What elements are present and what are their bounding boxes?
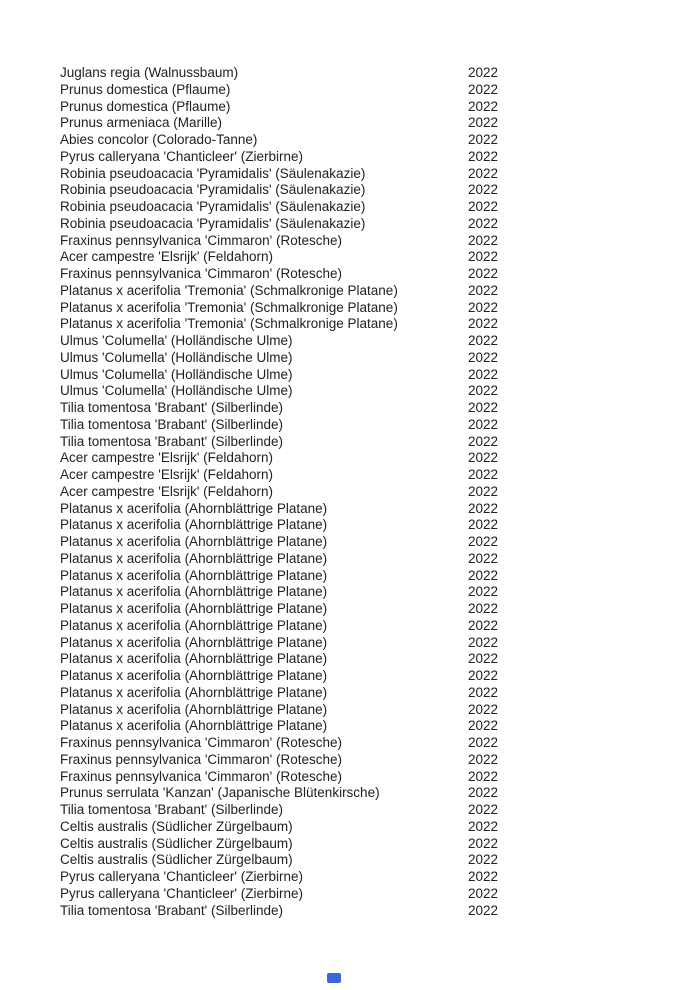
species-name: Prunus armeniaca (Marille) (60, 115, 223, 131)
year-value: 2022 (468, 768, 499, 784)
species-name: Pyrus calleryana 'Chanticleer' (Zierbirne) (60, 869, 303, 884)
year-value: 2022 (468, 115, 499, 131)
list-item (0, 316, 700, 333)
list-item (0, 903, 700, 920)
list-item (0, 635, 700, 652)
species-name: Acer campestre 'Elsrijk' (Feldahorn) (60, 483, 273, 499)
year-value: 2022 (468, 785, 499, 801)
list-item (0, 132, 700, 149)
year-value: 2022 (468, 601, 499, 616)
list-item (0, 685, 700, 702)
list-item (0, 350, 700, 367)
year-value: 2022 (468, 81, 499, 97)
tree-species-list (0, 65, 700, 919)
year-value: 2022 (468, 701, 499, 717)
list-item (0, 785, 700, 802)
species-name: Fraxinus pennsylvanica 'Cimmaron' (Rotesche) (60, 232, 343, 248)
species-name: Pyrus calleryana 'Chanticleer' (Zierbirne) (60, 148, 303, 164)
species-name: Prunus domestica (Pflaume) (60, 98, 231, 114)
list-item (0, 769, 700, 786)
species-name: Celtis australis (Südlicher Zürgelbaum) (60, 835, 293, 851)
year-value: 2022 (468, 366, 499, 382)
species-name: Platanus x acerifolia (Ahornblättrige Platane) (60, 567, 328, 583)
list-item (0, 802, 700, 819)
year-value: 2022 (468, 550, 499, 566)
list-item (0, 300, 700, 317)
list-item (0, 651, 700, 668)
species-name: Platanus x acerifolia 'Tremonia' (Schmalkronige Platane) (60, 316, 398, 332)
page-bottom-marker (327, 973, 341, 983)
species-name: Acer campestre 'Elsrijk' (Feldahorn) (60, 450, 273, 466)
year-value: 2022 (468, 818, 499, 834)
list-item (0, 65, 700, 82)
list-item (0, 852, 700, 869)
year-value: 2022 (468, 215, 499, 231)
list-item (0, 501, 700, 518)
list-item (0, 166, 700, 183)
list-item (0, 333, 700, 350)
list-item (0, 517, 700, 534)
list-item (0, 199, 700, 216)
year-value: 2022 (468, 735, 499, 750)
species-name: Platanus x acerifolia (Ahornblättrige Platane) (60, 500, 328, 516)
species-name: Fraxinus pennsylvanica 'Cimmaron' (Rotesche) (60, 735, 343, 750)
species-name: Platanus x acerifolia (Ahornblättrige Platane) (60, 701, 328, 717)
species-name: Platanus x acerifolia (Ahornblättrige Platane) (60, 718, 328, 734)
year-value: 2022 (468, 199, 499, 214)
list-item (0, 735, 700, 752)
list-item (0, 233, 700, 250)
species-name: Prunus domestica (Pflaume) (60, 81, 231, 97)
list-item (0, 484, 700, 501)
list-item (0, 869, 700, 886)
species-name: Platanus x acerifolia (Ahornblättrige Platane) (60, 617, 328, 633)
year-value: 2022 (468, 416, 499, 432)
species-name: Platanus x acerifolia 'Tremonia' (Schmalkronige Platane) (60, 299, 398, 315)
list-item (0, 216, 700, 233)
list-item (0, 886, 700, 903)
species-name: Abies concolor (Colorado-Tanne) (60, 132, 258, 147)
year-value: 2022 (468, 467, 499, 482)
species-name: Fraxinus pennsylvanica 'Cimmaron' (Rotesche) (60, 266, 343, 281)
list-item (0, 467, 700, 484)
year-value: 2022 (468, 517, 499, 533)
year-value: 2022 (468, 148, 499, 164)
list-item (0, 283, 700, 300)
species-name: Acer campestre 'Elsrijk' (Feldahorn) (60, 467, 273, 482)
list-item (0, 668, 700, 685)
species-name: Celtis australis (Südlicher Zürgelbaum) (60, 818, 293, 834)
species-name: Ulmus 'Columella' (Holländische Ulme) (60, 333, 293, 348)
year-value: 2022 (468, 266, 499, 281)
list-item (0, 584, 700, 601)
year-value: 2022 (468, 668, 499, 683)
year-value: 2022 (468, 852, 499, 868)
year-value: 2022 (468, 617, 499, 633)
list-item (0, 400, 700, 417)
species-name: Fraxinus pennsylvanica 'Cimmaron' (Rotesche) (60, 768, 343, 784)
species-name: Platanus x acerifolia (Ahornblättrige Platane) (60, 668, 328, 683)
species-name: Robinia pseudoacacia 'Pyramidalis' (Säulenakazie) (60, 199, 366, 214)
year-value: 2022 (468, 500, 499, 516)
species-name: Platanus x acerifolia (Ahornblättrige Platane) (60, 651, 328, 667)
list-item (0, 836, 700, 853)
year-value: 2022 (468, 450, 499, 466)
species-name: Platanus x acerifolia (Ahornblättrige Platane) (60, 584, 328, 600)
species-name: Robinia pseudoacacia 'Pyramidalis' (Säulenakazie) (60, 182, 366, 198)
species-name: Ulmus 'Columella' (Holländische Ulme) (60, 349, 293, 365)
list-item (0, 534, 700, 551)
list-item (0, 819, 700, 836)
year-value: 2022 (468, 249, 499, 265)
list-item (0, 551, 700, 568)
species-name: Ulmus 'Columella' (Holländische Ulme) (60, 383, 293, 399)
year-value: 2022 (468, 684, 499, 700)
year-value: 2022 (468, 282, 499, 298)
species-name: Platanus x acerifolia (Ahornblättrige Platane) (60, 634, 328, 650)
year-value: 2022 (468, 483, 499, 499)
species-name: Platanus x acerifolia (Ahornblättrige Platane) (60, 517, 328, 533)
year-value: 2022 (468, 400, 499, 415)
species-name: Prunus serrulata 'Kanzan' (Japanische Blütenkirsche) (60, 785, 380, 801)
year-value: 2022 (468, 651, 499, 667)
species-name: Celtis australis (Südlicher Zürgelbaum) (60, 852, 293, 868)
year-value: 2022 (468, 349, 499, 365)
year-value: 2022 (468, 232, 499, 248)
species-name: Platanus x acerifolia (Ahornblättrige Platane) (60, 684, 328, 700)
year-value: 2022 (468, 869, 499, 884)
year-value: 2022 (468, 333, 499, 348)
year-value: 2022 (468, 299, 499, 315)
species-name: Platanus x acerifolia (Ahornblättrige Platane) (60, 534, 328, 549)
year-value: 2022 (468, 132, 499, 147)
year-value: 2022 (468, 316, 499, 332)
list-item (0, 417, 700, 434)
list-item (0, 702, 700, 719)
year-value: 2022 (468, 433, 499, 449)
species-name: Fraxinus pennsylvanica 'Cimmaron' (Rotesche) (60, 751, 343, 767)
species-name: Robinia pseudoacacia 'Pyramidalis' (Säulenakazie) (60, 215, 366, 231)
list-item (0, 82, 700, 99)
year-value: 2022 (468, 634, 499, 650)
year-value: 2022 (468, 835, 499, 851)
species-name: Platanus x acerifolia (Ahornblättrige Platane) (60, 550, 328, 566)
year-value: 2022 (468, 584, 499, 600)
list-item (0, 266, 700, 283)
year-value: 2022 (468, 885, 499, 901)
year-value: 2022 (468, 383, 499, 399)
list-item (0, 618, 700, 635)
list-item (0, 99, 700, 116)
list-item (0, 450, 700, 467)
list-item (0, 367, 700, 384)
species-name: Tilia tomentosa 'Brabant' (Silberlinde) (60, 416, 284, 432)
list-item (0, 149, 700, 166)
species-name: Pyrus calleryana 'Chanticleer' (Zierbirne) (60, 885, 303, 901)
species-name: Juglans regia (Walnussbaum) (60, 65, 239, 80)
species-name: Tilia tomentosa 'Brabant' (Silberlinde) (60, 802, 284, 817)
year-value: 2022 (468, 751, 499, 767)
species-name: Platanus x acerifolia 'Tremonia' (Schmalkronige Platane) (60, 282, 398, 298)
list-item (0, 718, 700, 735)
species-name: Robinia pseudoacacia 'Pyramidalis' (Säulenakazie) (60, 165, 366, 181)
species-name: Tilia tomentosa 'Brabant' (Silberlinde) (60, 433, 284, 449)
species-name: Ulmus 'Columella' (Holländische Ulme) (60, 366, 293, 382)
year-value: 2022 (468, 902, 499, 918)
species-name: Platanus x acerifolia (Ahornblättrige Platane) (60, 601, 328, 616)
species-name: Tilia tomentosa 'Brabant' (Silberlinde) (60, 902, 284, 918)
year-value: 2022 (468, 567, 499, 583)
list-item (0, 182, 700, 199)
year-value: 2022 (468, 165, 499, 181)
species-name: Acer campestre 'Elsrijk' (Feldahorn) (60, 249, 273, 265)
species-name: Tilia tomentosa 'Brabant' (Silberlinde) (60, 400, 284, 415)
year-value: 2022 (468, 534, 499, 549)
year-value: 2022 (468, 802, 499, 817)
list-item (0, 434, 700, 451)
year-value: 2022 (468, 718, 499, 734)
list-item (0, 568, 700, 585)
year-value: 2022 (468, 182, 499, 198)
list-item (0, 115, 700, 132)
list-item (0, 601, 700, 618)
year-value: 2022 (468, 98, 499, 114)
list-item (0, 752, 700, 769)
year-value: 2022 (468, 65, 499, 80)
list-item (0, 383, 700, 400)
list-item (0, 249, 700, 266)
